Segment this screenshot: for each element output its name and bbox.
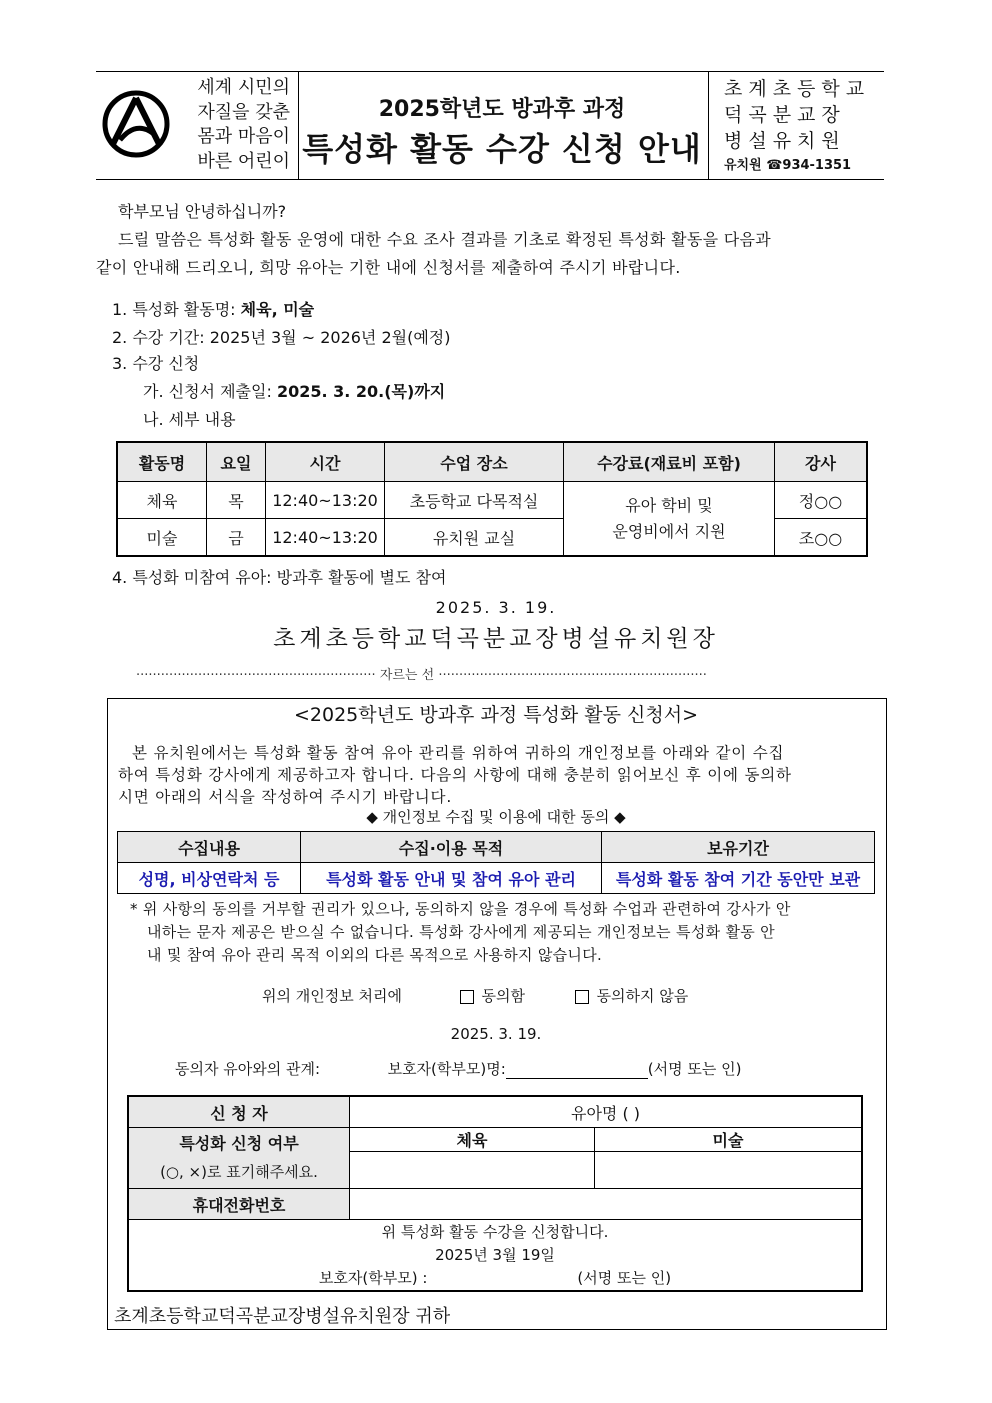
table-row: 성명, 비상연락처 등 특성화 활동 안내 및 참여 유아 관리 특성화 활동 참여 기간 동안만 보관 [118,863,875,894]
agree-checkbox[interactable] [460,990,474,1004]
form-intro: 본 유치원에서는 특성화 활동 참여 유아 관리를 위하여 귀하의 개인정보를 아래와 같이 수집 하여 특성화 강사에게 제공하고자 합니다. 다음의 사항에 대해 충분히 읽어보신 후 이에 동의하 시면 아래의 서식을 작성하여 주시기 바랍니다. [118,744,792,806]
consent-heading: ◆ 개인정보 수집 및 이용에 대한 동의 ◆ [366,808,626,826]
table-row [128,1189,862,1220]
art-apply-field[interactable] [595,1152,863,1189]
col-teacher: 강사 [775,442,868,482]
disagree-checkbox[interactable] [575,990,589,1004]
greeting: 학부모님 안녕하십니까? [118,202,287,221]
item-non-participant: 4. 특성화 미참여 유아: 방과후 활동에 별도 참여 [112,568,447,587]
child-name-field[interactable]: 유아명 ( ) [350,1096,863,1128]
col-art: 미술 [595,1128,863,1152]
col-location: 수업 장소 [385,442,564,482]
col-pe: 체육 [350,1128,595,1152]
consent-date: 2025. 3. 19. [450,1025,542,1043]
header-subtitle: 2025학년도 방과후 과정 [378,97,626,122]
col-time: 시간 [266,442,385,482]
notice-date: 2025. 3. 19. [435,598,557,617]
fee-cell: 유아 학비 및 운영비에서 지원 [564,482,775,557]
consent-row: 위의 개인정보 처리에 동의함 동의하지 않음 [262,987,689,1005]
item-application: 3. 수강 신청 [112,354,200,373]
table-row: 미술 금 12:40~13:20 유치원 교실 조○○ [117,519,867,557]
school-phone: 유치원 ☎934-1351 [724,158,852,173]
consent-signer-row: 동의자 유아와의 관계: 보호자(학부모)명: (서명 또는 인) [175,1060,742,1078]
apply-label: 특성화 신청 여부 (○, ×)로 표기해주세요. [128,1128,350,1189]
document-header [96,71,884,180]
intro-line-1: 드릴 말씀은 특성화 활동 운영에 대한 수요 조사 결과를 기초로 확정된 특성화 활동을 다음과 [118,230,771,249]
principal-signature: 초계초등학교덕곡분교장병설유치원장 [273,626,719,652]
col-activity: 활동명 [117,442,207,482]
table-header-row: 수집내용 수집·이용 목적 보유기간 [118,832,875,863]
privacy-table [117,831,875,894]
table-row: 체육 목 12:40~13:20 초등학교 다목적실 유아 학비 및 운영비에서 지원 정○○ [117,482,867,519]
item-activity-name: 1. 특성화 활동명: 체육, 미술 [112,300,315,319]
applicant-table [127,1095,863,1292]
applicant-label: 신 청 자 [128,1096,350,1128]
activity-table [116,441,868,557]
phone-field[interactable] [350,1189,863,1220]
guardian-name-field[interactable] [506,1060,648,1079]
col-day: 요일 [207,442,266,482]
school-logo-icon [102,90,170,158]
school-motto: 세계 시민의 자질을 갖춘 몸과 마음이 바른 어린이 [197,77,290,172]
table-row [128,1128,862,1152]
col-fee: 수강료(재료비 포함) [564,442,775,482]
form-addressee: 초계초등학교덕곡분교장병설유치원장 귀하 [114,1306,451,1327]
header-divider-right [708,72,709,179]
school-name: 초계초등학교 덕곡분교장 병설유치원 [724,78,871,152]
table-row [128,1220,862,1292]
apply-statement: 위 특성화 활동 수강을 신청합니다. 2025년 3월 19일 보호자(학부모) : (서명 또는 인) [128,1220,862,1292]
item-details: 나. 세부 내용 [143,410,236,429]
phone-label: 휴대전화번호 [128,1189,350,1220]
item-deadline: 가. 신청서 제출일: 2025. 3. 20.(목)까지 [143,382,446,401]
table-header-row [117,442,867,482]
table-row [128,1096,862,1128]
intro-line-2: 같이 안내해 드리오니, 희망 유아는 기한 내에 신청서를 제출하여 주시기 바랍니다. [96,258,681,277]
document-title: 특성화 활동 수강 신청 안내 [302,130,702,168]
pe-apply-field[interactable] [350,1152,595,1189]
cut-line: ·························································· 자르는 선 ································································· [136,668,707,683]
item-period: 2. 수강 기간: 2025년 3월 ~ 2026년 2월(예정) [112,328,451,347]
form-title: <2025학년도 방과후 과정 특성화 활동 신청서> [293,704,699,726]
privacy-note: * 위 사항의 동의를 거부할 권리가 있으나, 동의하지 않을 경우에 특성화 수업과 관련하여 강사가 안 내하는 문자 제공은 받으실 수 없습니다. 특성화 강사에게 제공되는 개인정보는 특성화 활동 안 내 및 참여 유아 관리 목적 이외의 다른 목적으로 사용하지 않습니다. [130,900,791,964]
